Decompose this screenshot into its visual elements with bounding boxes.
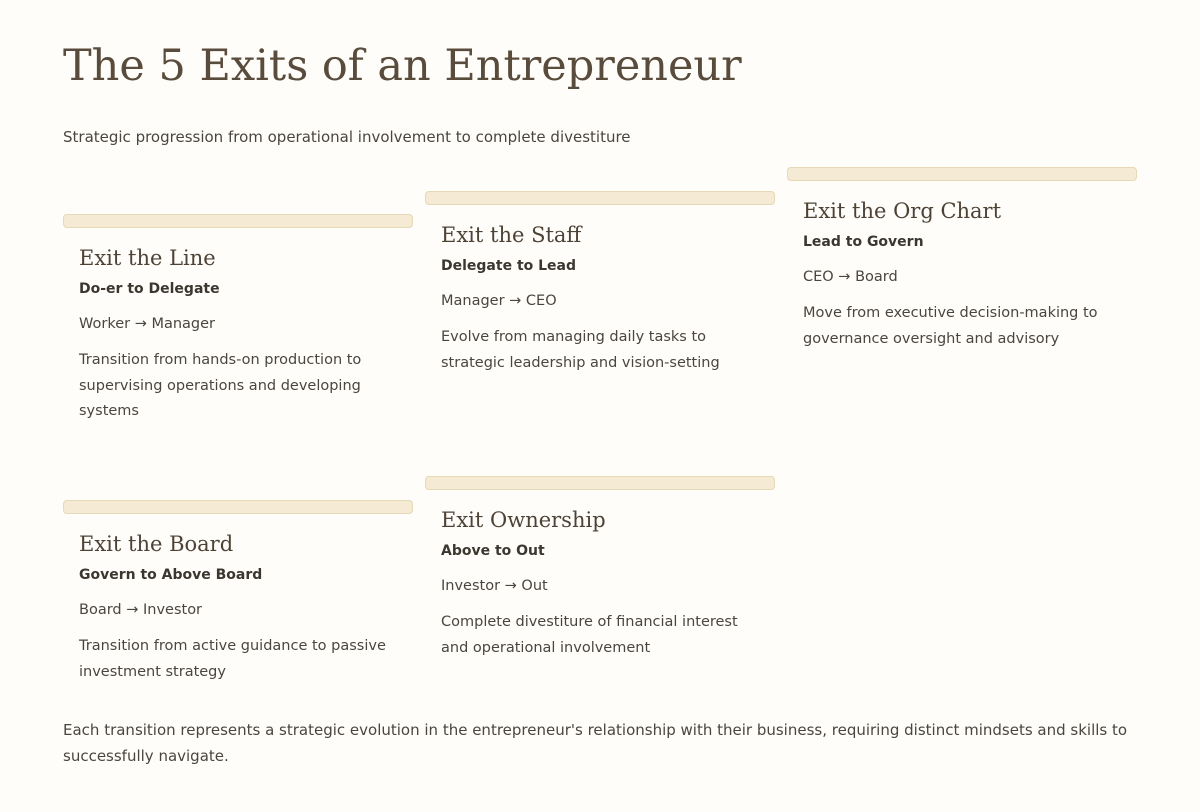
card-accent-bar [787, 167, 1137, 181]
card-description: Transition from active guidance to passive investment strategy [79, 638, 386, 680]
card-role-transition: Board → Investor [79, 602, 203, 618]
card-accent-bar [425, 476, 775, 490]
card-title: Exit the Org Chart [803, 199, 1002, 223]
page-title: The 5 Exits of an Entrepreneur [63, 41, 742, 91]
exit-card-board [63, 500, 413, 685]
card-accent-bar [63, 214, 413, 228]
card-title: Exit the Board [79, 532, 234, 556]
card-role-transition: Manager → CEO [441, 293, 557, 309]
card-body [63, 244, 413, 425]
card-phase: Delegate to Lead [441, 258, 577, 274]
card-title: Exit the Staff [441, 223, 582, 247]
card-description: Move from executive decision-making to governance oversight and advisory [803, 305, 1098, 347]
card-role-transition: Worker → Manager [79, 316, 216, 332]
card-phase: Do-er to Delegate [79, 281, 220, 297]
card-accent-bar [63, 500, 413, 514]
card-accent-bar [425, 191, 775, 205]
card-description: Complete divestiture of financial interest and operational involvement [441, 614, 738, 656]
footer-note: Each transition represents a strategic evolution in the entrepreneur's relationship with their business, requiring distinct mindsets and skills to successfully navigate. [63, 721, 1128, 765]
page-subtitle: Strategic progression from operational involvement to complete divestiture [63, 128, 631, 146]
exit-card-line [63, 214, 413, 425]
card-phase: Lead to Govern [803, 234, 924, 250]
card-phase: Above to Out [441, 543, 545, 559]
exit-card-org-chart [787, 167, 1137, 352]
card-body [63, 530, 413, 685]
card-phase: Govern to Above Board [79, 567, 263, 583]
exit-card-ownership [425, 476, 775, 661]
card-role-transition: CEO → Board [803, 269, 898, 285]
card-description: Evolve from managing daily tasks to strategic leadership and vision-setting [441, 329, 720, 371]
card-title: Exit the Line [79, 246, 216, 270]
card-body [425, 221, 775, 376]
exit-card-staff [425, 191, 775, 376]
card-title: Exit Ownership [441, 508, 606, 532]
card-body [425, 506, 775, 661]
card-role-transition: Investor → Out [441, 578, 548, 594]
card-description: Transition from hands-on production to supervising operations and developing systems [79, 352, 362, 419]
card-body [787, 197, 1137, 352]
